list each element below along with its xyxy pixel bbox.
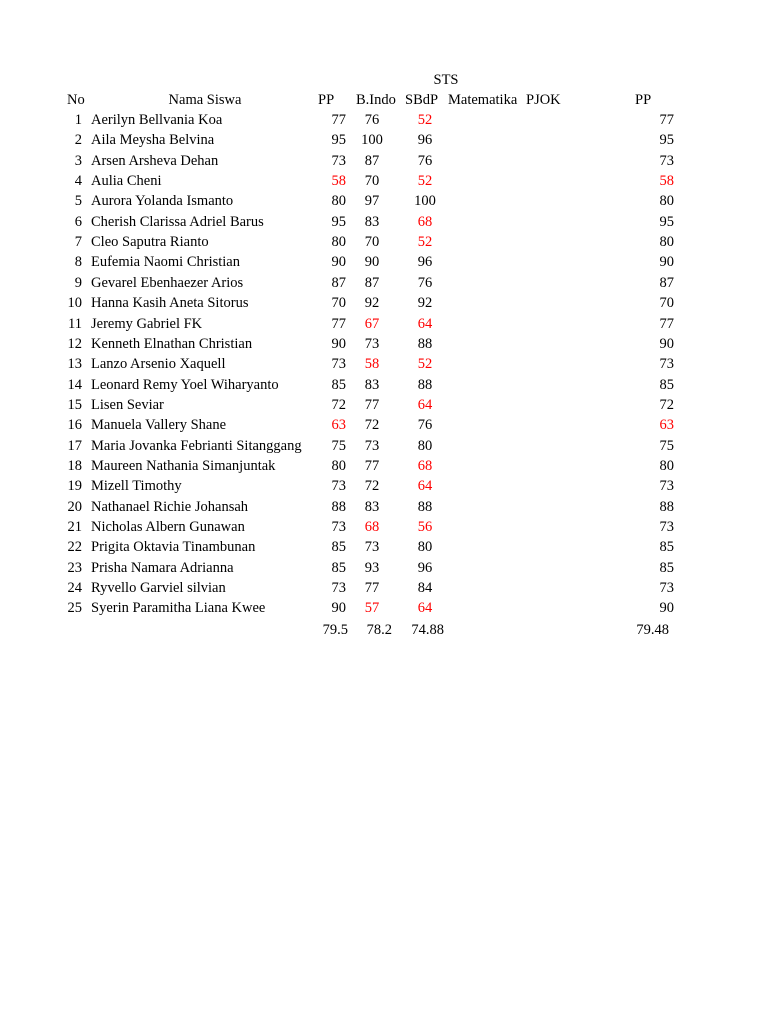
score-pp-final: 90 [659,254,674,271]
score-sbdp: 80 [417,437,433,454]
score-bindo: 58 [364,356,380,373]
header-pjok: PJOK [526,92,561,108]
score-sbdp: 92 [417,295,433,312]
score-pp-final: 80 [659,193,674,210]
table-row [0,476,768,496]
table-row [0,191,768,211]
student-name: Maureen Nathania Simanjuntak [91,457,276,474]
score-pp-final: 77 [659,112,674,128]
score-pp: 95 [331,132,346,149]
score-bindo: 83 [364,376,380,393]
student-name: Cherish Clarissa Adriel Barus [91,213,264,230]
score-bindo: 77 [364,580,380,597]
row-number: 24 [67,580,82,597]
header-no: No [67,92,85,108]
row-number: 3 [74,152,82,169]
student-name: Prisha Namara Adrianna [91,559,234,576]
score-pp-final: 85 [659,376,674,393]
score-pp-final: 70 [659,295,674,312]
score-pp-final: 58 [659,173,674,190]
score-sbdp: 76 [417,274,433,291]
table-row [0,497,768,517]
score-bindo: 87 [364,274,380,291]
score-pp-final: 63 [659,417,674,434]
header-pp-final: PP [635,92,652,108]
score-bindo: 73 [364,437,380,454]
score-sbdp: 96 [417,559,433,576]
score-sbdp: 76 [417,152,433,169]
score-pp-final: 73 [659,478,674,495]
score-pp: 87 [331,274,346,291]
score-sbdp: 68 [417,457,433,474]
score-pp-final: 73 [659,580,674,597]
score-sbdp: 56 [417,519,433,535]
table-row [0,252,768,272]
score-bindo: 77 [364,396,380,413]
score-pp: 63 [331,417,346,434]
score-pp-final: 73 [659,152,674,169]
score-bindo: 72 [364,478,380,495]
score-sbdp: 80 [417,539,433,556]
score-pp: 70 [331,295,346,312]
score-bindo: 90 [364,254,380,271]
score-pp: 73 [331,478,346,495]
score-bindo: 87 [364,152,380,169]
row-number: 10 [67,295,82,312]
average-sbdp: 74.88 [411,622,444,638]
score-bindo: 83 [364,498,380,515]
table-row [0,558,768,578]
row-number: 2 [74,132,82,149]
score-pp-final: 80 [659,457,674,474]
score-bindo: 93 [364,559,380,576]
score-pp-final: 77 [659,315,674,332]
score-sbdp: 84 [417,580,433,597]
row-number: 20 [67,498,82,515]
table-row [0,436,768,456]
score-pp-final: 95 [659,132,674,149]
score-pp: 80 [331,234,346,251]
student-name: Manuela Vallery Shane [91,417,227,434]
student-name: Maria Jovanka Febrianti Sitanggang [91,437,302,454]
score-sbdp: 52 [417,173,433,190]
score-bindo: 68 [364,519,380,535]
score-bindo: 73 [364,539,380,556]
score-bindo: 72 [364,417,380,434]
table-row [0,273,768,293]
average-pp: 79.5 [322,622,348,638]
score-pp: 90 [331,600,346,617]
table-row [0,171,768,191]
student-name: Nicholas Albern Gunawan [91,519,245,535]
row-number: 22 [67,539,82,556]
student-name: Aerilyn Bellvania Koa [91,112,223,128]
score-pp-final: 73 [659,519,674,535]
table-row [0,314,768,334]
average-pp-final: 79.48 [636,622,669,638]
score-pp-final: 85 [659,539,674,556]
student-name: Arsen Arsheva Dehan [91,152,219,169]
score-pp-final: 90 [659,600,674,617]
score-pp: 90 [331,335,346,352]
row-number: 9 [74,274,82,291]
header-bindo: B.Indo [356,92,396,108]
sheet-title: STS [433,72,459,88]
table-row [0,151,768,171]
row-number: 11 [68,315,82,332]
score-pp-final: 90 [659,335,674,352]
table-row [0,598,768,618]
score-pp-final: 75 [659,437,674,454]
table-row [0,334,768,354]
student-name: Cleo Saputra Rianto [91,234,209,251]
table-row [0,415,768,435]
student-name: Lisen Seviar [91,396,164,413]
score-pp-final: 88 [659,498,674,515]
header-pp: PP [318,92,335,108]
score-pp: 73 [331,152,346,169]
student-name: Gevarel Ebenhaezer Arios [91,274,244,291]
header-matematika: Matematika [448,92,518,108]
score-sbdp: 88 [417,335,433,352]
table-row [0,517,768,537]
score-pp-final: 72 [659,396,674,413]
table-row [0,456,768,476]
score-pp: 73 [331,519,346,535]
average-bindo: 78.2 [366,622,392,638]
student-name: Aila Meysha Belvina [91,132,215,149]
score-pp: 95 [331,213,346,230]
table-row [0,110,768,130]
score-pp: 80 [331,193,346,210]
score-sbdp: 76 [417,417,433,434]
score-pp: 73 [331,580,346,597]
table-row [0,232,768,252]
score-pp: 72 [331,396,346,413]
score-sbdp: 88 [417,376,433,393]
score-sbdp: 64 [417,600,433,617]
score-sbdp: 100 [414,193,436,210]
row-number: 5 [74,193,82,210]
student-name: Mizell Timothy [91,478,182,495]
table-row [0,537,768,557]
table-row [0,375,768,395]
row-number: 1 [74,112,82,128]
score-sbdp: 88 [417,498,433,515]
row-number: 14 [67,376,82,393]
row-number: 15 [67,396,82,413]
score-sbdp: 52 [417,356,433,373]
table-row [0,130,768,150]
student-name: Kenneth Elnathan Christian [91,335,253,352]
score-pp-final: 95 [659,213,674,230]
header-row [0,90,768,110]
score-pp: 85 [331,539,346,556]
table-row [0,354,768,374]
row-number: 23 [67,559,82,576]
student-name: Syerin Paramitha Liana Kwee [91,600,266,617]
student-name: Aulia Cheni [91,173,162,190]
header-sbdp: SBdP [405,92,439,108]
score-bindo: 67 [364,315,380,332]
score-bindo: 73 [364,335,380,352]
table-row [0,395,768,415]
score-pp: 85 [331,559,346,576]
score-sbdp: 52 [417,234,433,251]
row-number: 8 [74,254,82,271]
row-number: 16 [67,417,82,434]
score-pp: 80 [331,457,346,474]
row-number: 12 [67,335,82,352]
score-sbdp: 64 [417,315,433,332]
score-pp: 85 [331,376,346,393]
average-row [0,620,768,640]
row-number: 13 [67,356,82,373]
score-bindo: 100 [361,132,383,149]
score-pp: 88 [331,498,346,515]
header-name: Nama Siswa [168,92,242,108]
score-pp: 73 [331,356,346,373]
student-name: Jeremy Gabriel FK [91,315,203,332]
score-sbdp: 96 [417,132,433,149]
row-number: 18 [67,457,82,474]
score-pp: 75 [331,437,346,454]
score-bindo: 76 [364,112,380,128]
row-number: 19 [67,478,82,495]
student-name: Ryvello Garviel silvian [91,580,226,597]
score-bindo: 83 [364,213,380,230]
table-row [0,293,768,313]
score-bindo: 92 [364,295,380,312]
score-sbdp: 64 [417,478,433,495]
table-row [0,578,768,598]
score-pp: 58 [331,173,346,190]
student-name: Leonard Remy Yoel Wiharyanto [91,376,279,393]
row-number: 21 [67,519,82,535]
score-bindo: 70 [364,173,380,190]
row-number: 6 [74,213,82,230]
score-sbdp: 68 [417,213,433,230]
score-pp-final: 73 [659,356,674,373]
score-sbdp: 96 [417,254,433,271]
score-sbdp: 64 [417,396,433,413]
table-row [0,212,768,232]
score-pp-final: 85 [659,559,674,576]
score-pp: 77 [331,112,346,128]
student-name: Aurora Yolanda Ismanto [91,193,234,210]
student-name: Prigita Oktavia Tinambunan [91,539,256,556]
score-pp-final: 87 [659,274,674,291]
student-name: Nathanael Richie Johansah [91,498,249,515]
row-number: 7 [74,234,82,251]
row-number: 4 [74,173,82,190]
student-name: Hanna Kasih Aneta Sitorus [91,295,249,312]
score-pp: 90 [331,254,346,271]
student-name: Lanzo Arsenio Xaquell [91,356,226,373]
row-number: 17 [67,437,82,454]
score-pp-final: 80 [659,234,674,251]
score-bindo: 77 [364,457,380,474]
score-bindo: 70 [364,234,380,251]
score-bindo: 57 [364,600,380,617]
score-sbdp: 52 [417,112,433,128]
student-name: Eufemia Naomi Christian [91,254,240,271]
row-number: 25 [67,600,82,617]
score-pp: 77 [331,315,346,332]
score-bindo: 97 [364,193,380,210]
